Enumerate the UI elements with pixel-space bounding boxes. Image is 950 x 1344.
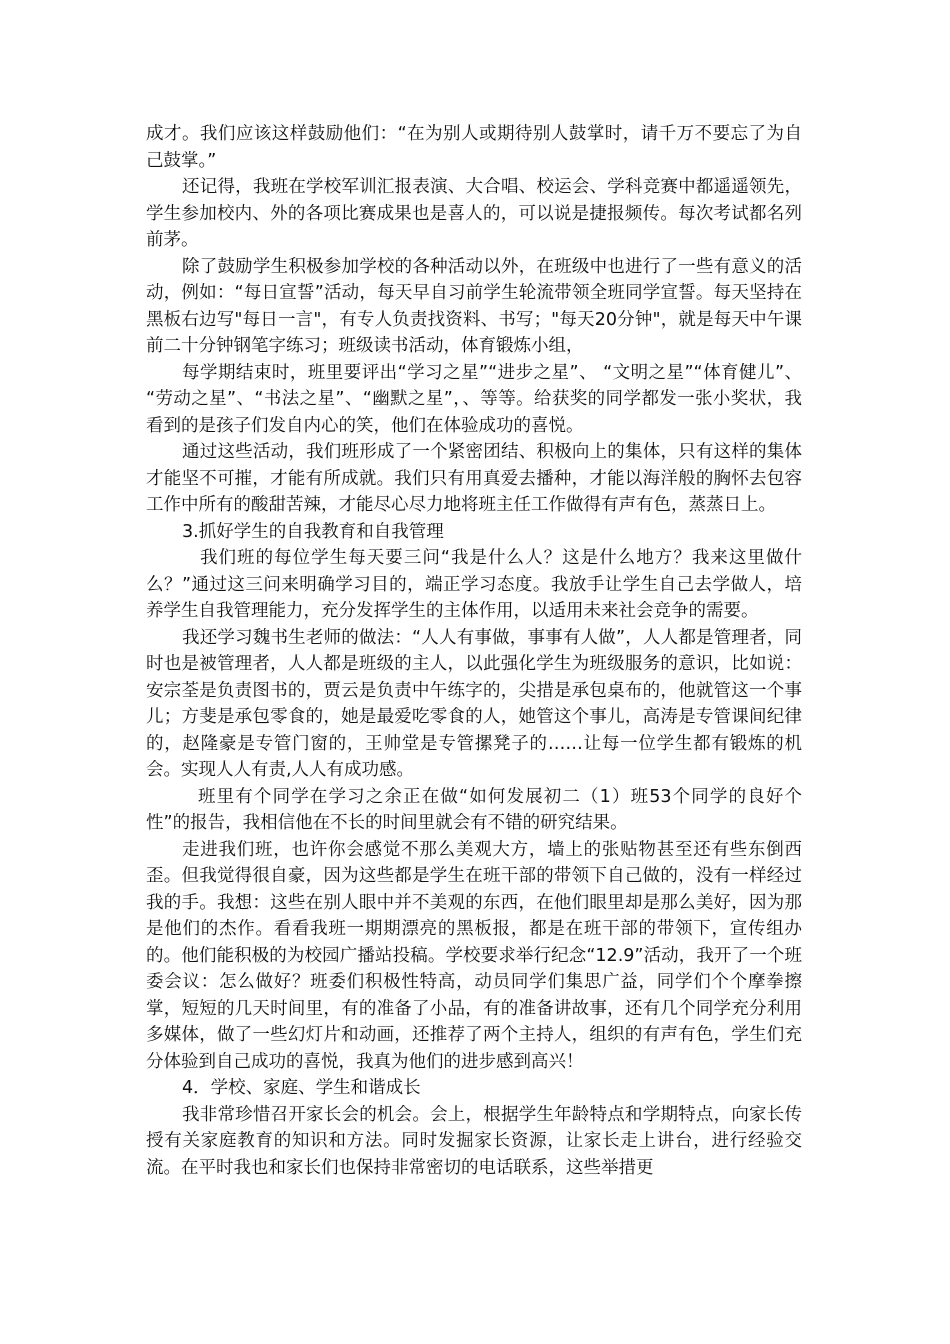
paragraph-achievements: 还记得，我班在学校军训汇报表演、大合唱、校运会、学科竞赛中都遥遥领先，学生参加校内、外的各项比赛成果也是喜人的，可以说是捷报频传。每次考试都名列前茅。 — [146, 177, 802, 250]
paragraph-collective: 通过这些活动，我们班形成了一个紧密团结、积极向上的集体，只有这样的集体才能坚不可摧，才能有所成就。我们只有用真爱去播种，才能以海洋般的胸怀去包容工作中所有的酸甜苦辣，才能尽心尽力地将班主任工作做得有声有色，蒸蒸日上。 — [146, 442, 802, 515]
paragraph-activities: 除了鼓励学生积极参加学校的各种活动以外，在班级中也进行了一些有意义的活动，例如：“每日宣誓”活动，每天早自习前学生轮流带领全班同学宣誓。每天坚持在黑板右边写"每日一言"，有专人负责找资料、书写；"每天20分钟"，就是每天中午课前二十分钟钢笔字练习；班级读书活动，体育锻炼小组， — [146, 256, 802, 356]
paragraph-research-report: 班里有个同学在学习之余正在做“如何发展初二（1）班53个同学的良好个性”的报告，我相信他在不长的时间里就会有不错的研究结果。 — [146, 786, 802, 833]
paragraph-awards: 每学期结束时，班里要评出“学习之星”“进步之星”、 “文明之星”“体育健儿”、 “劳动之星”、“书法之星”、“幽默之星”，、等等。给获奖的同学都发一张小奖状，我看到的是孩子们发自内心的笑，他们在体验成功的喜悦。 — [146, 362, 802, 436]
section-heading-3: 3.抓好学生的自我教育和自我管理 — [182, 521, 444, 542]
paragraph-self-management: 我还学习魏书生老师的做法：“人人有事做，事事有人做”，人人都是管理者，同时也是被管理者，人人都是班级的主人，以此强化学生为班级服务的意识，比如说：安宗荃是负责图书的，贾云是负责中午练字的，尖措是承包桌布的，他就管这一个事儿；方斐是承包零食的，她是最爱吃零食的人，她管这个事儿，高涛是专管课间纪律的，赵隆豪是专管门窗的，王帅堂是专管摞凳子的……让每一位学生都有锻炼的机会。实现人人有责,人人有成功感。 — [146, 627, 802, 780]
section-heading-4: 4．学校、家庭、学生和谐成长 — [182, 1078, 421, 1098]
paragraph-classroom: 走进我们班，也许你会感觉不那么美观大方，墙上的张贴物甚至还有些东倒西歪。但我觉得很自豪，因为这些都是学生在班干部的带领下自己做的，没有一样经过我的手。我想：这些在别人眼中并不美观的东西，在他们眼里却是那么美好，因为那是他们的杰作。看看我班一期期漂亮的黑板报，都是在班干部的带领下，宣传组办的。他们能积极的为校园广播站投稿。学校要求举行纪念“12.9”活动，我开了一个班委会议：怎么做好？班委们积极性特高，动员同学们集思广益，同学们个个摩拳擦掌，短短的几天时间里，有的准备了小品，有的准备讲故事，还有几个同学充分利用多媒体，做了一些幻灯片和动画，还推荐了两个主持人，组织的有声有色，学生们充分体验到自己成功的喜悦，我真为他们的进步感到高兴！ — [146, 839, 802, 1072]
paragraph-parents: 我非常珍惜召开家长会的机会。会上，根据学生年龄特点和学期特点，向家长传授有关家庭教育的知识和方法。同时发掘家长资源，让家长走上讲台，进行经验交流。在平时我也和家长们也保持非常密切的电话联系，这些举措更 — [146, 1104, 802, 1178]
paragraph-continuation: 成才。我们应该这样鼓励他们：“在为别人或期待别人鼓掌时，请千万不要忘了为自己鼓掌。” — [146, 124, 802, 171]
paragraph-three-questions: 我们班的每位学生每天要三问“我是什么人？这是什么地方？我来这里做什么？”通过这三问来明确学习目的，端正学习态度。我放手让学生自己去学做人，培养学生自我管理能力，充分发挥学生的主体作用，以适用未来社会竞争的需要。 — [146, 548, 802, 621]
document-body — [146, 121, 802, 1181]
